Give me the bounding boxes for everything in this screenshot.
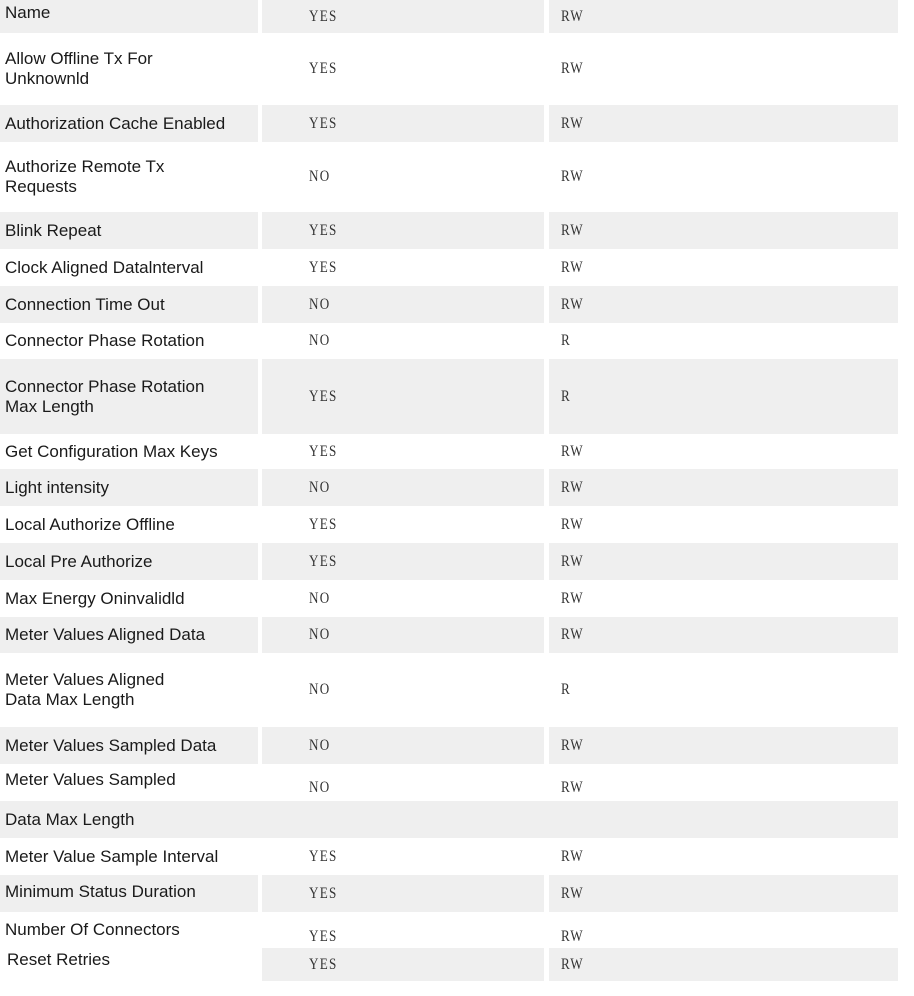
row-access: RW [561, 295, 584, 313]
row-name-cell [0, 142, 258, 212]
row-access: RW [561, 258, 584, 276]
row-access: RW [561, 884, 584, 902]
row-name-cell [0, 653, 258, 727]
row-name: Max Energy Oninvalidld [5, 588, 185, 608]
row-name: Authorization Cache Enabled [5, 113, 226, 133]
table-row [0, 142, 914, 212]
row-access: RW [561, 442, 584, 460]
row-support-cell [262, 359, 544, 434]
row-name: Minimum Status Duration [5, 882, 196, 901]
table-row [0, 33, 914, 105]
row-support: NO [309, 736, 331, 754]
row-access: R [561, 332, 571, 349]
table-row [0, 543, 914, 580]
row-name-cell [0, 469, 258, 506]
row-access-cell [549, 727, 898, 764]
row-access-cell [549, 286, 898, 323]
row-name: Meter Values Aligned Data Max Length [5, 670, 165, 709]
row-name-cell [0, 801, 300, 838]
row-support: YES [309, 847, 338, 865]
row-support-cell [262, 0, 544, 33]
row-name-cell [0, 617, 258, 653]
row-access: RW [561, 221, 584, 239]
row-access: RW [561, 847, 584, 865]
row-support-cell [262, 142, 544, 212]
row-access-cell [549, 469, 898, 506]
row-access: RW [561, 955, 584, 973]
row-name: Meter Values Sampled [5, 770, 176, 789]
row-support-cell [262, 434, 544, 469]
row-support-cell [262, 212, 544, 249]
row-support: NO [309, 626, 331, 643]
row-name: Authorize Remote Tx Requests [5, 157, 165, 196]
table-row [0, 359, 914, 434]
row-name: Clock Aligned Datalnterval [5, 257, 204, 277]
row-access: RW [561, 60, 584, 77]
row-access: RW [561, 589, 584, 607]
table-row [0, 801, 914, 838]
row-name-cell [0, 727, 258, 764]
row-support: YES [309, 7, 338, 25]
table-row [0, 875, 914, 912]
row-access: R [561, 681, 571, 698]
row-name-cell [0, 249, 258, 286]
table-row [0, 617, 914, 653]
row-name: Meter Values Aligned Data [5, 625, 206, 644]
row-access: RW [561, 114, 584, 132]
row-name-cell [0, 764, 258, 801]
row-name-cell [0, 912, 258, 948]
row-support: YES [309, 955, 338, 973]
row-name-cell [0, 948, 258, 981]
row-name-cell [0, 212, 258, 249]
row-support-cell [262, 580, 544, 617]
row-name-cell [0, 580, 258, 617]
table-row [0, 0, 914, 33]
row-name-cell [0, 0, 258, 33]
table-row [0, 653, 914, 727]
row-name: Connection Time Out [5, 294, 165, 314]
row-name-cell [0, 434, 258, 469]
row-name-cell [0, 359, 258, 434]
row-name-cell [0, 105, 258, 142]
row-access: RW [561, 7, 584, 25]
row-name: Meter Value Sample Interval [5, 846, 219, 866]
row-support-cell [262, 323, 544, 359]
row-support-cell [262, 286, 544, 323]
row-access-cell [549, 875, 898, 912]
row-support: YES [309, 515, 338, 533]
row-name-cell [0, 543, 258, 580]
row-access-cell [549, 212, 898, 249]
row-support-cell [262, 469, 544, 506]
row-access-cell [549, 838, 898, 875]
row-name: Local Pre Authorize [5, 551, 153, 571]
row-name: Data Max Length [5, 809, 135, 829]
row-access-cell [549, 912, 898, 948]
row-support: NO [309, 779, 331, 796]
row-support-cell [262, 33, 544, 105]
row-name-cell [0, 286, 258, 323]
row-name: Light intensity [5, 477, 109, 497]
row-access: RW [561, 736, 584, 754]
row-access-cell [549, 0, 898, 33]
row-access: RW [561, 478, 584, 496]
row-name: Name [5, 3, 51, 22]
row-name-cell [0, 875, 258, 912]
row-access-cell [549, 142, 898, 212]
table-row [0, 286, 914, 323]
row-name-cell [0, 506, 258, 543]
row-access: RW [561, 168, 584, 185]
row-name-cell [0, 33, 258, 105]
row-support: YES [309, 928, 338, 945]
row-name: Blink Repeat [5, 220, 102, 240]
row-access: RW [561, 626, 584, 643]
row-support-cell [262, 727, 544, 764]
table-row [0, 764, 914, 801]
row-name: Connector Phase Rotation Max Length [5, 376, 205, 416]
row-access-cell [549, 948, 898, 981]
row-support: YES [309, 552, 338, 570]
row-access-cell [549, 580, 898, 617]
row-access: RW [561, 515, 584, 533]
row-access-cell [549, 105, 898, 142]
row-access-cell [549, 506, 898, 543]
row-name: Connector Phase Rotation [5, 331, 205, 350]
row-support: YES [309, 884, 338, 902]
row-access: R [561, 387, 571, 405]
table-row [0, 580, 914, 617]
table-row [0, 249, 914, 286]
row-name: Get Configuration Max Keys [5, 441, 218, 461]
row-name: Allow Offline Tx For Unknownld [5, 49, 153, 88]
row-support-cell [262, 912, 544, 948]
row-access-cell [549, 434, 898, 469]
row-access-cell [549, 653, 898, 727]
row-access-cell [549, 764, 898, 801]
row-access-cell [549, 249, 898, 286]
row-name-cell [0, 323, 258, 359]
table-row [0, 212, 914, 249]
row-support: NO [309, 478, 331, 496]
row-access-cell [549, 323, 898, 359]
table-row [0, 838, 914, 875]
table-row [0, 948, 914, 981]
row-access-cell [549, 543, 898, 580]
row-support-cell [262, 543, 544, 580]
row-support: YES [309, 60, 338, 77]
row-support-cell [262, 875, 544, 912]
row-support-cell [262, 948, 544, 981]
row-support: NO [309, 589, 331, 607]
row-support: YES [309, 221, 338, 239]
row-support-cell [262, 653, 544, 727]
table-row [0, 469, 914, 506]
row-support: YES [309, 258, 338, 276]
row-support-cell [300, 801, 898, 838]
row-name: Number Of Connectors [5, 920, 180, 939]
table-row [0, 506, 914, 543]
row-support-cell [262, 764, 544, 801]
row-support: YES [309, 114, 338, 132]
row-support: NO [309, 295, 331, 313]
row-name: Reset Retries [7, 950, 110, 969]
row-name-cell [0, 838, 258, 875]
row-support: YES [309, 387, 338, 405]
table-row [0, 727, 914, 764]
row-access: RW [561, 928, 584, 945]
row-support-cell [262, 105, 544, 142]
row-access-cell [549, 359, 898, 434]
table-row [0, 323, 914, 359]
row-access-cell [549, 33, 898, 105]
table-row [0, 912, 914, 948]
row-access-cell [549, 617, 898, 653]
row-support-cell [262, 249, 544, 286]
table-row [0, 434, 914, 469]
row-support-cell [262, 838, 544, 875]
row-support: NO [309, 681, 331, 698]
table-row [0, 105, 914, 142]
row-support-cell [262, 617, 544, 653]
row-access: RW [561, 552, 584, 570]
row-name: Local Authorize Offline [5, 514, 175, 534]
row-support: NO [309, 332, 331, 349]
row-name: Meter Values Sampled Data [5, 735, 217, 755]
row-access: RW [561, 779, 584, 796]
row-support: NO [309, 168, 331, 185]
row-support: YES [309, 442, 338, 460]
row-support-cell [262, 506, 544, 543]
